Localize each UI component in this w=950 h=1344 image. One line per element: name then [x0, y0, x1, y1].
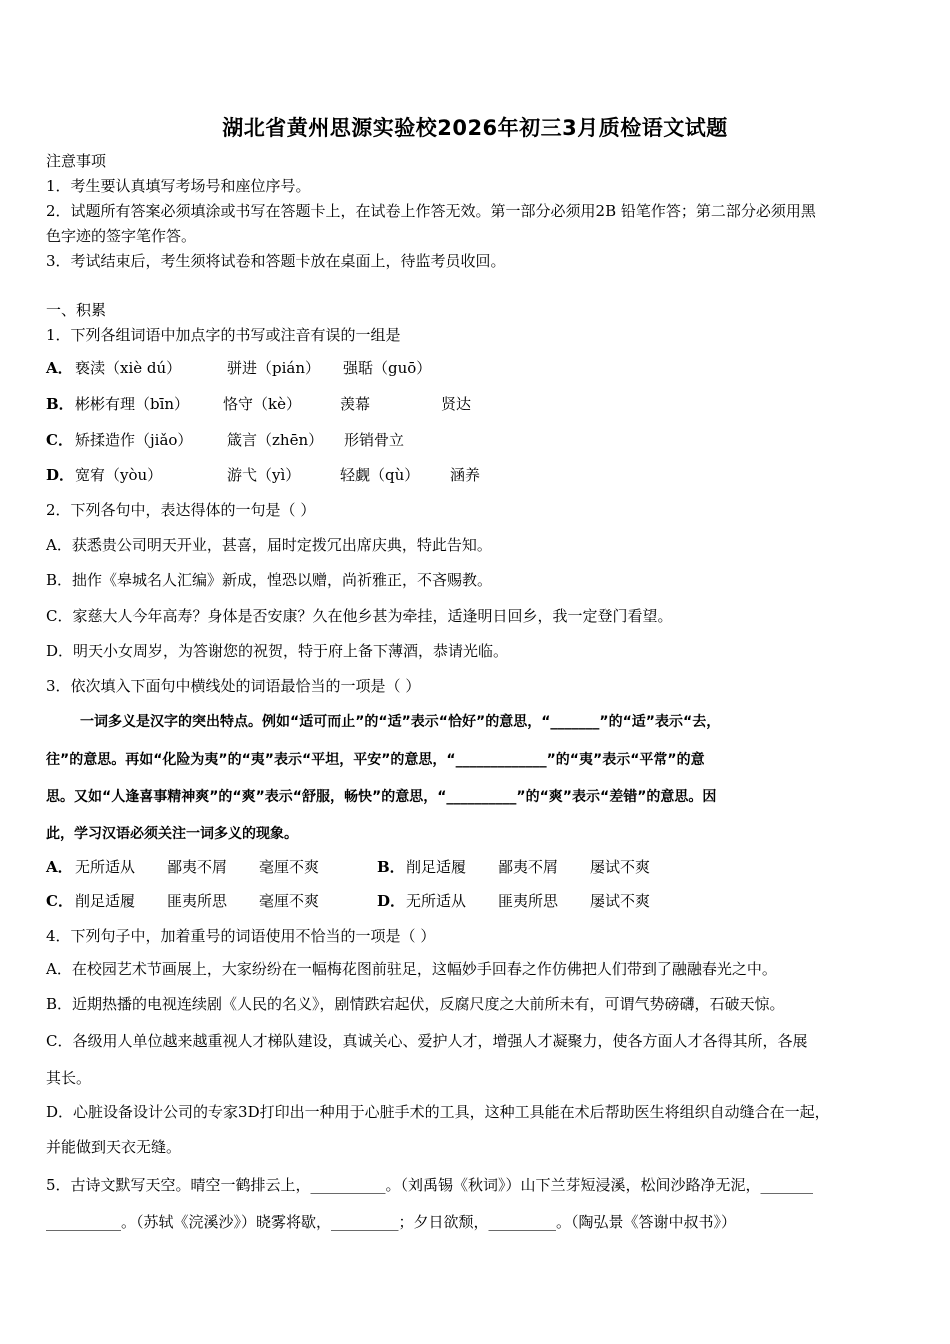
- q1-option-c-word: 形销骨立: [344, 431, 405, 449]
- q1-option-a-word: 骈进（pián）: [227, 359, 321, 377]
- notice-item-2-cont: 色字迹的签字笔作答。: [46, 227, 197, 245]
- q3-option-d-word: 屡试不爽: [590, 892, 651, 910]
- q1-option-b-label: B．: [46, 395, 74, 413]
- q3-option-d-word: 无所适从: [406, 892, 467, 910]
- question-4-stem: 4．下列句子中，加着重号的词语使用不恰当的一项是（ ）: [46, 927, 436, 945]
- q2-option-c: C．家慈大人今年高寿？身体是否安康？久在他乡甚为牵挂，适逢明日回乡，我一定登门看望。: [46, 607, 673, 625]
- q4-option-a: A．在校园艺术节画展上，大家纷纷在一幅梅花图前驻足，这幅妙手回春之作仿佛把人们带到了融融春光之中。: [46, 960, 777, 978]
- section-heading: 一、积累: [46, 301, 107, 319]
- q3-option-b-word: 屡试不爽: [590, 858, 651, 876]
- notice-item-2: 2．试题所有答案必须填涂或书写在答题卡上，在试卷上作答无效。第一部分必须用2B 铅笔作答；第二部分必须用黑: [46, 202, 816, 220]
- q3-option-c-label: C．: [46, 892, 73, 910]
- q3-option-c-word: 削足适履: [75, 892, 136, 910]
- q2-option-d: D．明天小女周岁，为答谢您的祝贺，特于府上备下薄酒，恭请光临。: [46, 642, 509, 660]
- q3-option-a-word: 毫厘不爽: [259, 858, 320, 876]
- q1-option-d-word: 游弋（yì）: [227, 466, 301, 484]
- question-1-stem: 1．下列各组词语中加点字的书写或注音有误的一组是: [46, 326, 401, 344]
- q3-option-a-word: 无所适从: [75, 858, 136, 876]
- q1-option-d-word: 宽宥（yòu）: [75, 466, 163, 484]
- q3-passage-line: 往”的意思。再如“化险为夷”的“夷”表示“平坦，平安”的意思，“_____________”的“夷”表示“平常”的意: [46, 752, 705, 768]
- q3-option-c-word: 毫厘不爽: [259, 892, 320, 910]
- q3-option-b-label: B．: [377, 858, 405, 876]
- q1-option-b-word: 贤达: [441, 395, 472, 413]
- q1-option-d-label: D．: [46, 466, 75, 484]
- question-5-line: 5．古诗文默写天空。晴空一鹤排云上，__________。（刘禹锡《秋词》）山下兰芽短浸溪，松间沙路净无泥，_______: [46, 1176, 814, 1194]
- q2-option-b: B．拙作《皋城名人汇编》新成，惶恐以赠，尚祈雅正，不吝赐教。: [46, 571, 493, 589]
- notice-item-1: 1．考生要认真填写考场号和座位序号。: [46, 177, 311, 195]
- q3-passage-line: 思。又如“人逢喜事精神爽”的“爽”表示“舒服，畅快”的意思，“__________”的“爽”表示“差错”的意思。因: [46, 789, 717, 805]
- q4-option-d: D．心脏设备设计公司的专家3D打印出一种用于心脏手术的工具，这种工具能在术后帮助医生将组织自动缝合在一起，: [46, 1103, 830, 1121]
- q1-option-a-word: 亵渎（xiè dú）: [75, 359, 182, 377]
- q3-option-c-word: 匪夷所思: [167, 892, 228, 910]
- q3-option-a-word: 鄙夷不屑: [167, 858, 228, 876]
- q1-option-c-label: C．: [46, 431, 73, 449]
- q3-option-b-word: 削足适履: [406, 858, 467, 876]
- question-5-line-cont: __________。（苏轼《浣溪沙》）晓雾将歇，_________；夕日欲颓，_________。（陶弘景《答谢中叔书》）: [46, 1213, 737, 1231]
- page-title: 湖北省黄州思源实验校2026年初三3月质检语文试题: [222, 116, 728, 140]
- q1-option-c-word: 箴言（zhēn）: [227, 431, 324, 449]
- notice-heading: 注意事项: [46, 152, 107, 170]
- q3-option-b-word: 鄙夷不屑: [498, 858, 559, 876]
- q3-passage-line: 此，学习汉语必须关注一词多义的现象。: [46, 826, 298, 842]
- notice-item-3: 3．考试结束后，考生须将试卷和答题卡放在桌面上，待监考员收回。: [46, 252, 506, 270]
- q1-option-b-word: 彬彬有理（bīn）: [75, 395, 190, 413]
- q4-option-d-cont: 并能做到天衣无缝。: [46, 1138, 182, 1156]
- q1-option-d-word: 轻觑（qù）: [340, 466, 420, 484]
- q4-option-b: B．近期热播的电视连续剧《人民的名义》，剧情跌宕起伏，反腐尺度之大前所未有，可谓气势磅礴，石破天惊。: [46, 995, 785, 1013]
- q1-option-a-label: A．: [46, 359, 73, 377]
- q3-option-d-label: D．: [377, 892, 406, 910]
- q3-passage-line: 一词多义是汉字的突出特点。例如“适可而止”的“适”表示“恰好”的意思，“_______”的“适”表示“去，: [80, 714, 721, 730]
- q3-option-d-word: 匪夷所思: [498, 892, 559, 910]
- q1-option-c-word: 矫揉造作（jiǎo）: [75, 431, 193, 449]
- q1-option-a-word: 强聒（guō）: [343, 359, 432, 377]
- question-3-stem: 3．依次填入下面句中横线处的词语最恰当的一项是（ ）: [46, 677, 421, 695]
- q3-option-a-label: A．: [46, 858, 73, 876]
- q1-option-d-word: 涵养: [450, 466, 481, 484]
- q4-option-c: C．各级用人单位越来越重视人才梯队建设，真诚关心、爱护人才，增强人才凝聚力，使各方面人才各得其所，各展: [46, 1032, 808, 1050]
- q1-option-b-word: 恪守（kè）: [223, 395, 301, 413]
- q2-option-a: A．获悉贵公司明天开业，甚喜，届时定拨冗出席庆典，特此告知。: [46, 536, 492, 554]
- question-2-stem: 2．下列各句中，表达得体的一句是（ ）: [46, 501, 316, 519]
- q4-option-c-cont: 其长。: [46, 1069, 92, 1087]
- q1-option-b-word: 羡幕: [340, 395, 371, 413]
